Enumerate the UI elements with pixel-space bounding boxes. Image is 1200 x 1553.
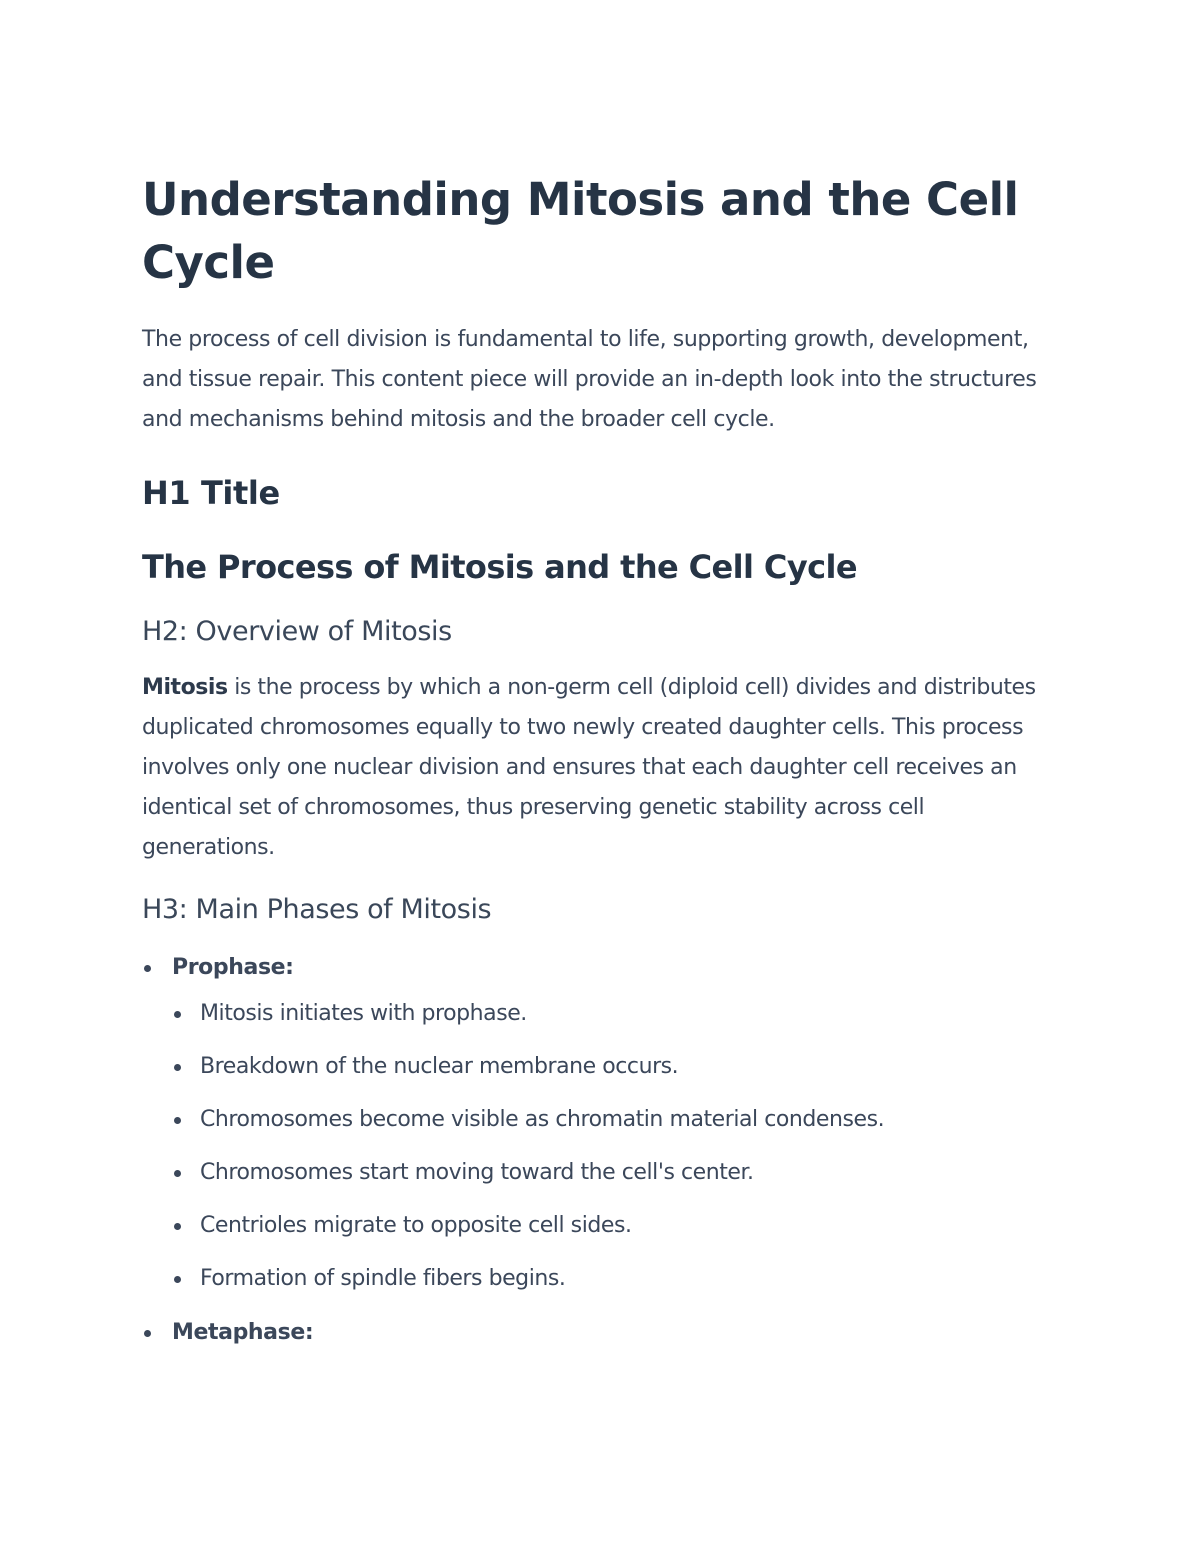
list-item-text: Chromosomes become visible as chromatin material condenses. (200, 1107, 885, 1132)
overview-term: Mitosis (142, 675, 228, 700)
list-item (172, 1259, 1062, 1299)
bullet-icon (174, 1170, 181, 1177)
phase-item-prophase (142, 948, 1062, 1299)
phase-item-metaphase (142, 1313, 1062, 1353)
list-item-text: Centrioles migrate to opposite cell sides. (200, 1213, 632, 1238)
overview-paragraph (142, 668, 1062, 868)
prophase-details-list (172, 994, 1062, 1299)
phases-list (142, 948, 1062, 1353)
bullet-icon (144, 965, 151, 972)
h2-overview-heading: H2: Overview of Mitosis (142, 616, 452, 647)
overview-text: is the process by which a non-germ cell (diploid cell) divides and distributes duplicated chromosomes equally to two newly created daughter cells. This process involves only one nuclear division and ensures that each daughter cell receives an identical set of chromosomes, thus preserving genetic stability across cell generations. (142, 675, 1036, 860)
list-item (172, 1153, 1062, 1193)
list-item-text: Formation of spindle fibers begins. (200, 1266, 566, 1291)
list-item-text: Mitosis initiates with prophase. (200, 1001, 527, 1026)
list-item (172, 1206, 1062, 1246)
intro-paragraph: The process of cell division is fundamental to life, supporting growth, development, and tissue repair. This content piece will provide an in-depth look into the structures and mechanisms behind mitosis and the broader cell cycle. (142, 327, 1037, 432)
list-item (172, 1047, 1062, 1087)
phase-label: Prophase: (172, 955, 294, 980)
list-item-text: Chromosomes start moving toward the cell's center. (200, 1160, 754, 1185)
list-item (172, 1100, 1062, 1140)
bullet-icon (174, 1276, 181, 1283)
document-title: Understanding Mitosis and the Cell Cycle (142, 173, 1019, 289)
list-item-text: Breakdown of the nuclear membrane occurs. (200, 1054, 679, 1079)
document-page (142, 168, 1062, 1353)
bullet-icon (174, 1064, 181, 1071)
bullet-icon (174, 1223, 181, 1230)
h1-label-heading: H1 Title (142, 474, 280, 512)
bullet-icon (174, 1011, 181, 1018)
bullet-icon (144, 1330, 151, 1337)
bullet-icon (174, 1117, 181, 1124)
h3-phases-heading: H3: Main Phases of Mitosis (142, 894, 492, 925)
phase-label: Metaphase: (172, 1320, 314, 1345)
list-item (172, 994, 1062, 1034)
section-title: The Process of Mitosis and the Cell Cycle (142, 548, 857, 586)
